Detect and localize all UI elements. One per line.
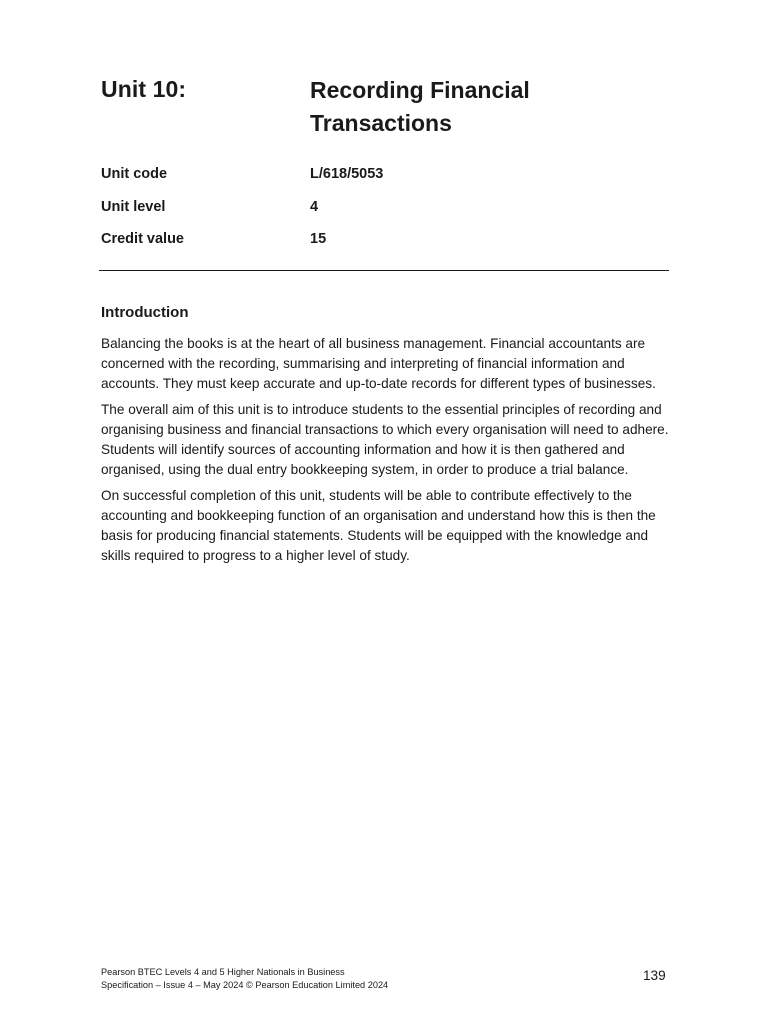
unit-code-value: L/618/5053 <box>310 166 384 182</box>
page-footer <box>101 966 671 992</box>
footer-line-2: Specification – Issue 4 – May 2024 © Pearson Education Limited 2024 <box>101 980 389 990</box>
unit-number: Unit 10: <box>101 76 187 102</box>
introduction-paragraph: The overall aim of this unit is to introduce students to the essential principles of recording and organising business and financial transactions to which every organisation will need to adhere. Students will identify sources of accounting information and how it is then gathered and organised, using the dual entry bookkeeping system, in order to produce a trial balance. <box>101 402 669 477</box>
introduction-heading: Introduction <box>101 304 189 321</box>
footer-line-1: Pearson BTEC Levels 4 and 5 Higher Nationals in Business <box>101 967 345 977</box>
unit-level-row <box>101 196 671 229</box>
unit-meta-table <box>101 163 671 261</box>
credit-value-label: Credit value <box>101 231 184 247</box>
section-divider <box>99 270 669 271</box>
credit-value-value: 15 <box>310 231 327 247</box>
introduction-paragraph: Balancing the books is at the heart of all business management. Financial accountants are concerned with the recording, summarising and interpreting of financial information and accounts. They must keep accurate and up-to-date records for different types of businesses. <box>101 336 656 391</box>
introduction-paragraph: On successful completion of this unit, students will be able to contribute effectively to the accounting and bookkeeping function of an organisation and understand how this is then the basis for producing financial statements. Students will be equipped with the knowledge and skills required to progress to a higher level of study. <box>101 488 656 563</box>
unit-level-value: 4 <box>310 198 319 215</box>
credit-value-row <box>101 228 671 261</box>
introduction-section <box>101 302 671 572</box>
unit-code-label: Unit code <box>101 166 168 182</box>
page-number: 139 <box>643 968 666 983</box>
unit-level-label: Unit level <box>101 198 166 215</box>
unit-code-row <box>101 163 671 196</box>
unit-title: Recording Financial Transactions <box>310 77 530 136</box>
